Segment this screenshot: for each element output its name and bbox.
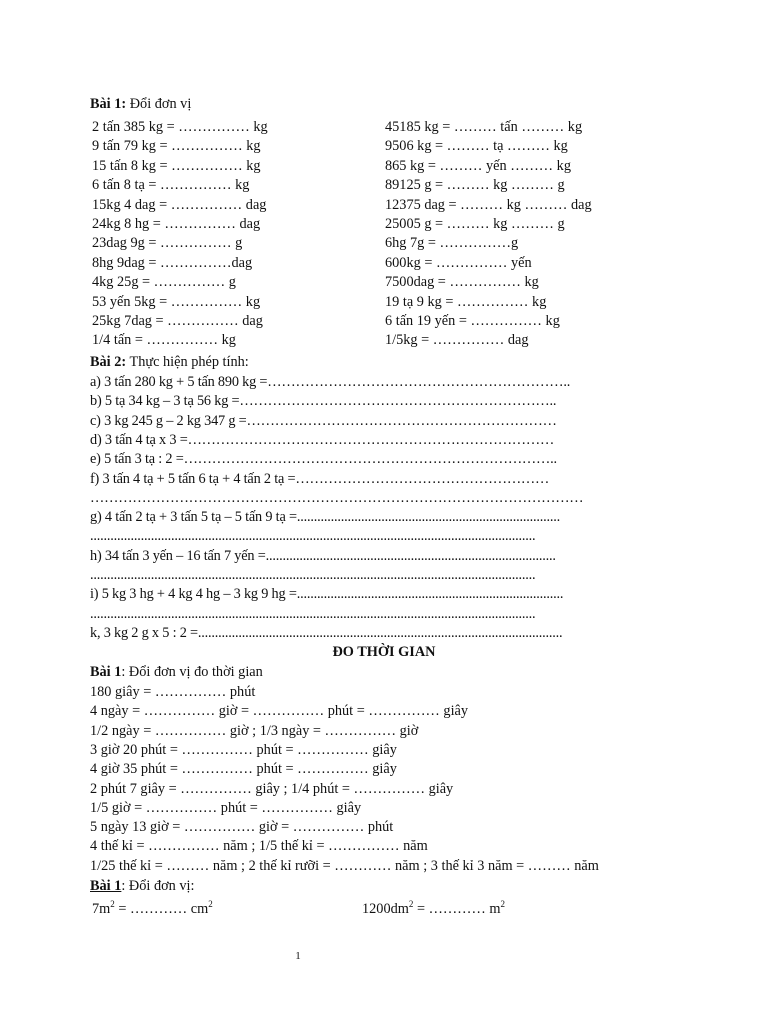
exercise-left: 24kg 8 hg = …………… dag [92,216,261,232]
section2-label: Bài 2: [90,354,127,370]
calc-line: f) 3 tấn 4 tạ + 5 tấn 6 tạ + 4 tấn 2 tạ =……………………………………………… [90,470,550,487]
calc-line: b) 5 tạ 34 kg – 3 tạ 56 kg =………………………………………………………….. [90,393,557,410]
time-exercise: 3 giờ 20 phút = …………… phút = …………… giây [90,741,397,758]
section1-row [0,273,768,292]
calc-line: .................................................................................................................................... [90,567,536,583]
section1-label: Bài 1: [90,96,127,112]
section1-row [0,196,768,215]
area-left-exercise: $7m^2$ = ………… $cm^2$ [92,899,213,917]
calc-line: c) 3 kg 245 g – 2 kg 347 g =………………………………………………………… [90,412,557,429]
exercise-right: 6 tấn 19 yến = …………… kg [385,313,560,329]
section1-row [0,118,768,137]
section1-row [0,215,768,234]
time-exercise: 4 giờ 35 phút = …………… phút = …………… giây [90,761,397,778]
exercise-left: 15 tấn 8 kg = …………… kg [92,157,261,174]
exercise-right: 7500dag = …………… kg [385,274,539,291]
time-exercise: 4 thế kỉ = …………… năm ; 1/5 thế kỉ = …………… năm [90,838,428,855]
exercise-right: 25005 g = ……… kg ……… g [385,216,565,232]
exercise-left: 4kg 25g = …………… g [92,274,236,291]
exercise-right: 6hg 7g = ……………g [385,235,519,252]
section1-row [0,157,768,176]
area-label: Bài 1 [90,878,122,894]
exercise-left: 15kg 4 dag = …………… dag [92,196,267,213]
exercise-left: 23dag 9g = …………… g [92,235,243,252]
calc-line: d) 3 tấn 4 tạ x 3 =…………………………………………………………………… [90,431,555,448]
calc-line: g) 4 tấn 2 tạ + 3 tấn 5 tạ – 5 tấn 9 tạ =.............................................................................. [90,509,561,526]
area-title: : Đổi đơn vị: [121,878,195,894]
section1-row [0,254,768,273]
exercise-left: 25kg 7dag = …………… dag [92,313,263,329]
page-number: 1 [295,950,301,962]
exercise-left: 9 tấn 79 kg = …………… kg [92,138,261,155]
time-exercise: 1/2 ngày = …………… giờ ; 1/3 ngày = …………… giờ [90,722,419,739]
time-exercise: 4 ngày = …………… giờ = …………… phút = …………… giây [90,703,469,720]
section1-row [0,312,768,331]
exercise-left: 8hg 9dag = ……………dag [92,254,253,271]
section2-title: Thực hiện phép tính: [126,354,249,370]
calc-line: .................................................................................................................................... [90,605,536,622]
calc-line: a) 3 tấn 280 kg + 5 tấn 890 kg =……………………………………………………….. [90,374,571,390]
section1-title: Đổi đơn vị [126,96,192,112]
calc-line: h) 34 tấn 3 yến – 16 tấn 7 yến =...................................................................................... [90,547,556,564]
exercise-right: 19 tạ 9 kg = …………… kg [385,293,547,310]
section2-heading [90,353,249,372]
exercise-right: 45185 kg = ……… tấn ……… kg [385,119,583,135]
section1-row [0,331,768,350]
exercise-left: 2 tấn 385 kg = …………… kg [92,119,268,135]
exercise-right: 600kg = …………… yến [385,254,532,271]
calc-line: e) 5 tấn 3 tạ : 2 =…………………………………………………………………….. [90,451,557,468]
section1-row [0,234,768,253]
area-heading [90,877,194,896]
calc-line: i) 5 kg 3 hg + 4 kg 4 hg – 3 kg 9 hg =............................................................................... [90,586,564,603]
exercise-right: 12375 dag = ……… kg ……… dag [385,196,592,213]
time-exercise: 5 ngày 13 giờ = …………… giờ = …………… phút [90,819,394,836]
exercise-right: 89125 g = ……… kg ……… g [385,177,565,194]
calc-line: …………………………………………………………………………………………… [90,489,584,506]
exercise-right: 865 kg = ……… yến ……… kg [385,157,571,174]
time-exercise: 1/25 thế kỉ = ……… năm ; 2 thế kỉ rưỡi = ………… năm ; 3 thế kỉ 3 năm = ……… năm [90,857,599,874]
time-subheading [90,663,263,682]
time-exercise: 2 phút 7 giây = …………… giây ; 1/4 phút = …………… giây [90,780,454,797]
exercise-right: 9506 kg = ……… tạ ……… kg [385,138,568,155]
section1-row [0,293,768,312]
exercise-left: 1/4 tấn = …………… kg [92,332,236,349]
section1-row [0,137,768,156]
time-title: : Đổi đơn vị đo thời gian [121,664,263,680]
time-heading: ĐO THỜI GIAN [332,644,436,660]
calc-line: .................................................................................................................................... [90,528,536,545]
exercise-right: 1/5kg = …………… dag [385,332,529,349]
exercise-left: 6 tấn 8 tạ = …………… kg [92,177,250,194]
section1-row [0,176,768,195]
time-exercise: 1/5 giờ = …………… phút = …………… giây [90,799,362,816]
time-label: Bài 1 [90,664,122,680]
area-right-exercise: $1200dm^2$ = ………… $m^2$ [362,899,505,917]
calc-line: k, 3 kg 2 g x 5 : 2 =............................................................................................................ [90,624,563,641]
exercise-left: 53 yến 5kg = …………… kg [92,293,261,310]
section1-heading [90,95,191,114]
time-exercise: 180 giây = …………… phút [90,684,256,700]
